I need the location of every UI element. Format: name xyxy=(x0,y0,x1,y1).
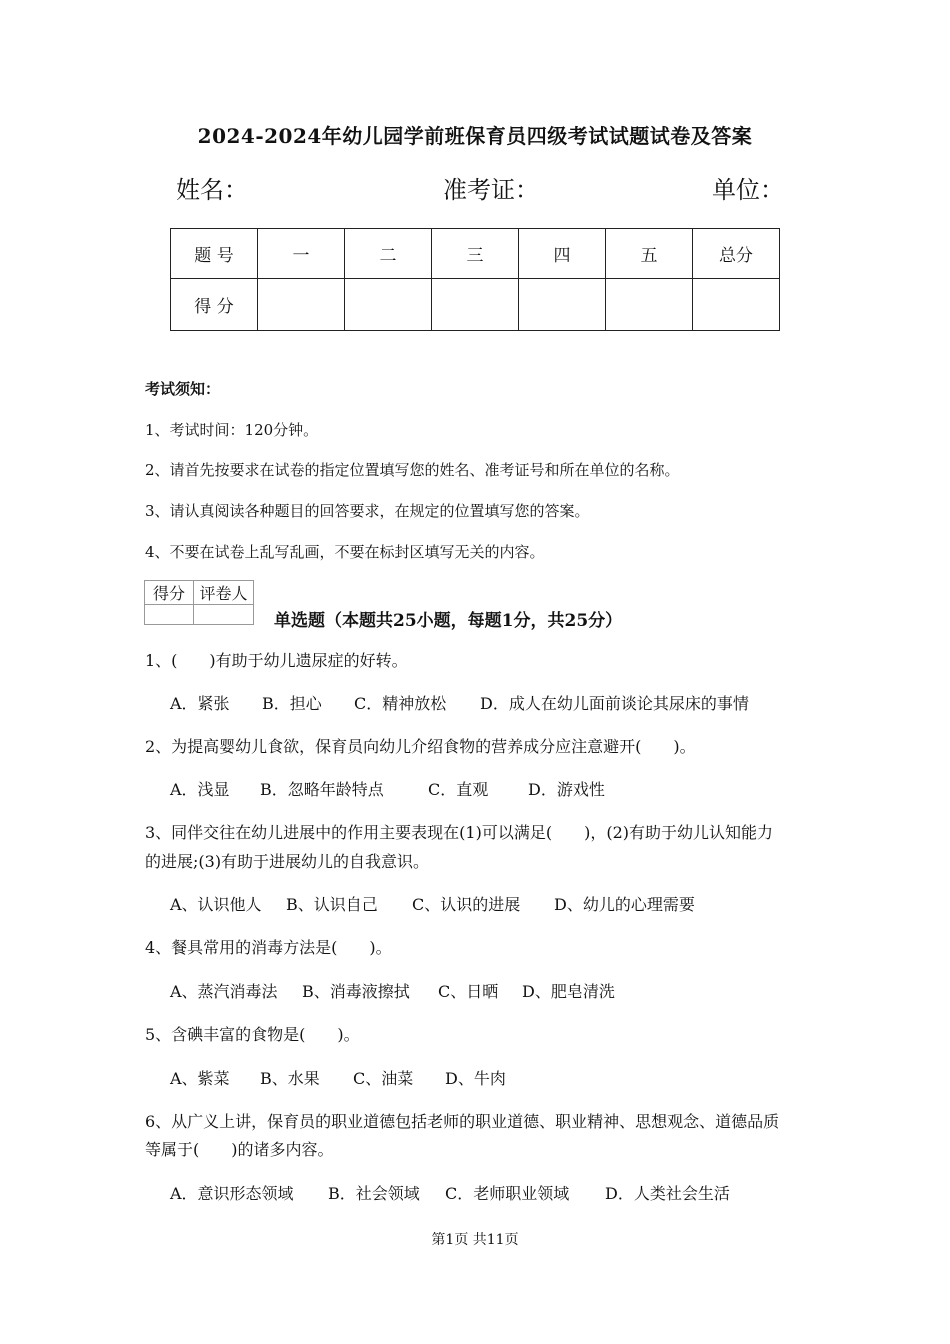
score-table-col-5: 五 xyxy=(606,229,693,279)
question-3-continued: 的进展;(3)有助于进展幼儿的自我意识。 xyxy=(145,852,430,871)
name-field-label: 姓名： xyxy=(176,176,248,204)
score-table-col-1: 一 xyxy=(258,229,345,279)
score-cell-5[interactable] xyxy=(606,279,693,331)
score-table-label-score: 得 分 xyxy=(171,279,258,331)
score-table-header-row xyxy=(171,229,780,279)
question-6-continued: 等属于( )的诸多内容。 xyxy=(145,1140,334,1159)
option-c[interactable]: C．老师职业领域 xyxy=(445,1184,570,1203)
question-4: 4、餐具常用的消毒方法是( )。 xyxy=(145,938,392,957)
question-5: 5、含碘丰富的食物是( )。 xyxy=(145,1025,360,1044)
score-table xyxy=(170,228,780,331)
option-a[interactable]: A．意识形态领域 xyxy=(170,1184,294,1203)
option-d[interactable]: D．游戏性 xyxy=(528,780,605,799)
option-d[interactable]: D、肥皂清洗 xyxy=(522,982,615,1001)
grader-score-label: 得分 xyxy=(145,581,194,605)
grader-score-cell[interactable] xyxy=(145,605,194,625)
score-table-col-4: 四 xyxy=(519,229,606,279)
question-1: 1、( )有助于幼儿遗尿症的好转。 xyxy=(145,651,408,670)
section-title: 单选题（本题共25小题，每题1分，共25分） xyxy=(274,611,623,631)
question-3-options xyxy=(170,892,695,915)
unit-field-label: 单位： xyxy=(712,176,784,204)
document-title: 2024-2024年幼儿园学前班保育员四级考试试题试卷及答案 xyxy=(197,124,753,148)
exam-id-field-label: 准考证： xyxy=(443,176,539,204)
question-4-options xyxy=(170,979,615,1002)
question-2-options xyxy=(170,777,605,800)
option-a[interactable]: A、认识他人 xyxy=(170,895,262,914)
score-table-col-total: 总分 xyxy=(693,229,780,279)
score-table-col-2: 二 xyxy=(345,229,432,279)
score-table-col-3: 三 xyxy=(432,229,519,279)
grader-box xyxy=(144,580,254,625)
notice-item: 1、考试时间：120分钟。 xyxy=(145,421,319,439)
option-d[interactable]: D、牛肉 xyxy=(445,1069,506,1088)
option-b[interactable]: B．担心 xyxy=(262,694,322,713)
notice-item: 2、请首先按要求在试卷的指定位置填写您的姓名、准考证号和所在单位的名称。 xyxy=(145,461,680,479)
option-c[interactable]: C、日晒 xyxy=(438,982,499,1001)
question-2: 2、为提高婴幼儿食欲，保育员向幼儿介绍食物的营养成分应注意避开( )。 xyxy=(145,737,696,756)
option-b[interactable]: B、认识自己 xyxy=(286,895,378,914)
page-footer: 第1页 共11页 xyxy=(431,1232,519,1248)
option-b[interactable]: B．忽略年龄特点 xyxy=(260,780,384,799)
option-d[interactable]: D．成人在幼儿面前谈论其尿床的事情 xyxy=(480,694,749,713)
option-c[interactable]: C．直观 xyxy=(428,780,489,799)
option-a[interactable]: A．浅显 xyxy=(170,780,230,799)
grader-reviewer-label: 评卷人 xyxy=(194,581,254,605)
score-cell-1[interactable] xyxy=(258,279,345,331)
score-table-score-row xyxy=(171,279,780,331)
notice-heading: 考试须知： xyxy=(145,380,221,398)
option-a[interactable]: A．紧张 xyxy=(170,694,230,713)
option-b[interactable]: B．社会领域 xyxy=(328,1184,420,1203)
score-cell-2[interactable] xyxy=(345,279,432,331)
question-1-options xyxy=(170,691,749,714)
option-a[interactable]: A、紫菜 xyxy=(170,1069,230,1088)
notice-item: 4、不要在试卷上乱写乱画，不要在标封区填写无关的内容。 xyxy=(145,543,545,561)
option-c[interactable]: C、认识的进展 xyxy=(412,895,521,914)
option-d[interactable]: D、幼儿的心理需要 xyxy=(554,895,695,914)
question-5-options xyxy=(170,1066,506,1089)
option-b[interactable]: B、水果 xyxy=(260,1069,320,1088)
question-6-options xyxy=(170,1181,730,1204)
score-cell-total[interactable] xyxy=(693,279,780,331)
grader-reviewer-cell[interactable] xyxy=(194,605,254,625)
score-cell-4[interactable] xyxy=(519,279,606,331)
option-d[interactable]: D．人类社会生活 xyxy=(605,1184,730,1203)
score-table-label-question-number: 题 号 xyxy=(171,229,258,279)
option-b[interactable]: B、消毒液擦拭 xyxy=(302,982,410,1001)
question-3: 3、同伴交往在幼儿进展中的作用主要表现在(1)可以满足( )，(2)有助于幼儿认知能力 xyxy=(145,823,773,842)
question-6: 6、从广义上讲，保育员的职业道德包括老师的职业道德、职业精神、思想观念、道德品质 xyxy=(145,1112,780,1131)
option-a[interactable]: A、蒸汽消毒法 xyxy=(170,982,278,1001)
option-c[interactable]: C、油菜 xyxy=(353,1069,414,1088)
option-c[interactable]: C．精神放松 xyxy=(354,694,447,713)
score-cell-3[interactable] xyxy=(432,279,519,331)
notice-item: 3、请认真阅读各种题目的回答要求，在规定的位置填写您的答案。 xyxy=(145,502,590,520)
